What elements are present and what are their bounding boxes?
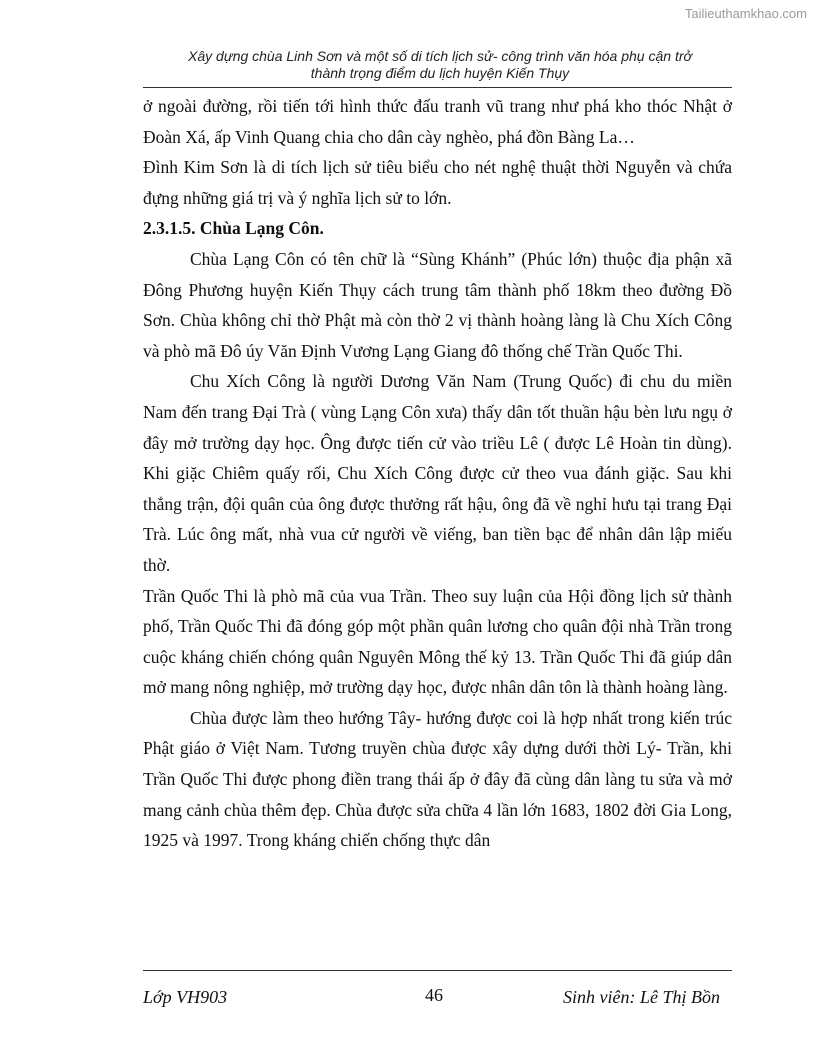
watermark: Tailieuthamkhao.com (684, 6, 807, 21)
header-line-1: Xây dựng chùa Linh Sơn và một số di tích lịch sử- công trình văn hóa phụ cận trở (188, 48, 692, 64)
footer-class-label: Lớp VH903 (143, 987, 228, 1007)
header-line-2: thành trọng điểm du lịch huyện Kiến Thụy (310, 65, 570, 81)
footer-student-name: Sinh viên: Lê Thị Bồn (563, 987, 720, 1007)
paragraph-intro: Chùa Lạng Côn có tên chữ là “Sùng Khánh” (Phúc lớn) thuộc địa phận xã Đông Phương huyện Kiến Thụy cách trung tâm thành phố 18km theo đường Đồ Sơn. Chùa không chỉ thờ Phật mà còn thờ 2 vị thành hoàng làng là Chu Xích Công và phò mã Đô úy Văn Định Vương Lạng Giang đô thống chế Trần Quốc Thi. (143, 248, 732, 361)
section-heading: 2.3.1.5. Chùa Lạng Côn. (143, 218, 324, 239)
paragraph-continuation: ở ngoài đường, rồi tiến tới hình thức đấu tranh vũ trang như phá kho thóc Nhật ở Đoàn Xá, ấp Vinh Quang chia cho dân cày nghèo, phá đồn Bàng La… (143, 96, 732, 147)
running-header (140, 48, 740, 82)
paragraph-chu-xich-cong: Chu Xích Công là người Dương Văn Nam (Trung Quốc) đi chu du miền Nam đến trang Đại Trà ( vùng Lạng Côn xưa) thấy dân tốt thuần hậu bèn lưu ngụ ở đây mở trường dạy học. Ông được tiến cử vào triều Lê ( được Lê Hoàn tin dùng). Khi giặc Chiêm quấy rối, Chu Xích Công được cử theo vua đánh giặc. Sau khi thắng trận, đội quân của ông được thưởng rất hậu, ông đã về nghỉ hưu tại trang Đại Trà. Lúc ông mất, nhà vua cử người về viếng, ban tiền bạc để nhân dân lập miếu thờ. (143, 371, 732, 575)
header-divider (143, 87, 732, 88)
page-number: 46 (425, 985, 443, 1005)
page-footer (143, 985, 732, 1009)
paragraph-dinh-kim-son: Đình Kim Sơn là di tích lịch sử tiêu biểu cho nét nghệ thuật thời Nguyễn và chứa đựng những giá trị và ý nghĩa lịch sử to lớn. (143, 157, 732, 208)
document-body (143, 91, 732, 856)
paragraph-architecture: Chùa được làm theo hướng Tây- hướng được coi là hợp nhất trong kiến trúc Phật giáo ở Việt Nam. Tương truyền chùa được xây dựng dưới thời Lý- Trần, khi Trần Quốc Thi được phong điền trang thái ấp ở đây đã cùng dân làng tu sửa và mở mang cảnh chùa thêm đẹp. Chùa được sửa chữa 4 lần lớn 1683, 1802 đời Gia Long, 1925 và 1997. Trong kháng chiến chống thực dân (143, 707, 732, 851)
paragraph-tran-quoc-thi: Trần Quốc Thi là phò mã của vua Trần. Theo suy luận của Hội đồng lịch sử thành phố, Trần Quốc Thi đã đóng góp một phần quân lương cho quân đội nhà Trần trong cuộc kháng chiến chóng quân Nguyên Mông thế kỷ 13. Trần Quốc Thi đã giúp dân mở mang nông nghiệp, mở trường dạy học, được nhân dân tôn là thành hoàng làng. (143, 585, 732, 698)
footer-divider (143, 970, 732, 971)
